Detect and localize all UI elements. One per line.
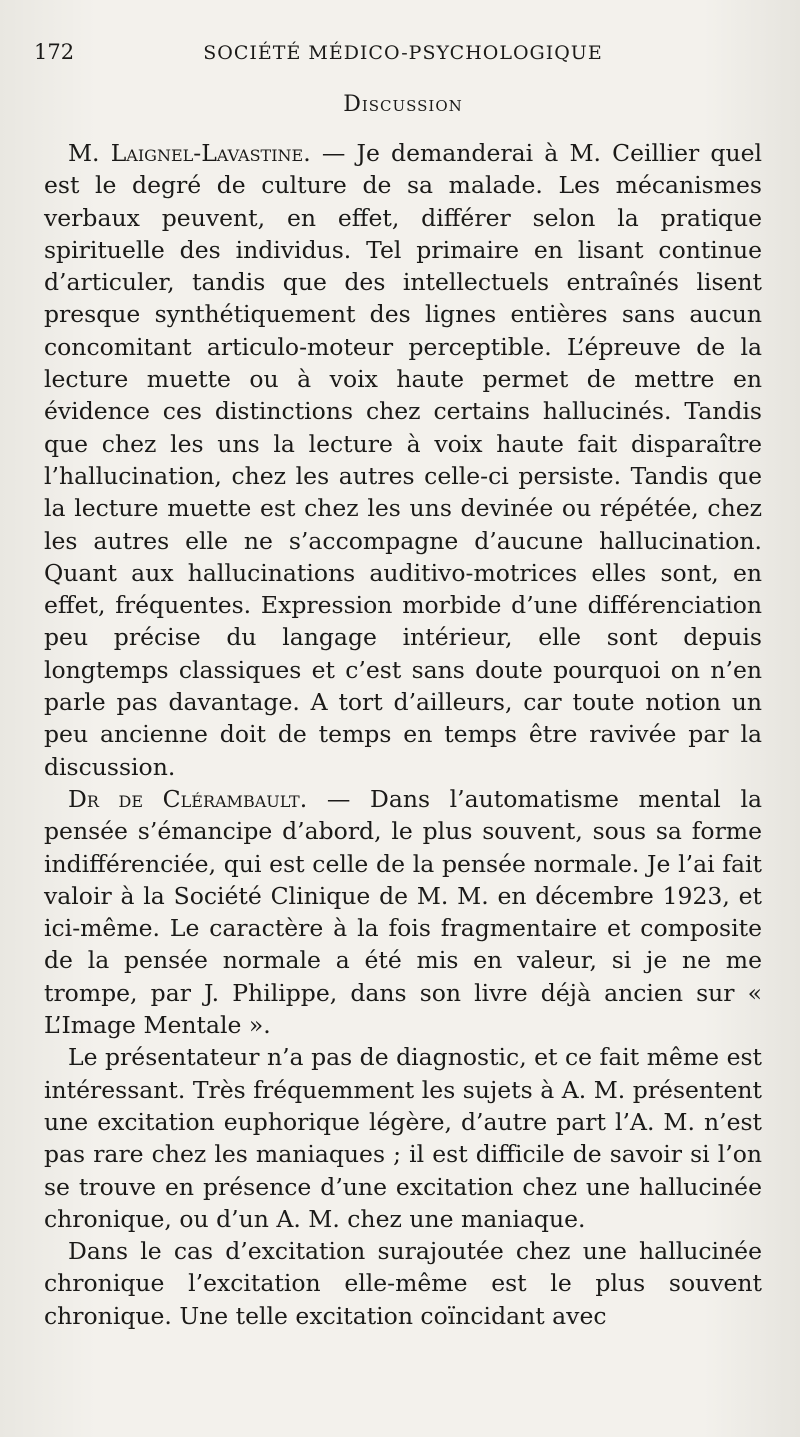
page-number: 172 [34, 40, 75, 64]
speaker-name: Dr de Clérambault. [68, 784, 308, 813]
paragraph-text: Le présentateur n’a pas de diagnostic, et ce fait même est intéressant. Très fréquemment les sujets à A. M. présentent une excitation euphorique légère, d’autre part l’A. M. n’est pas rare chez les maniaques ; il est difficile de savoir si l’on se trouve en présence d’une excitation chez une hallucinée chronique, ou d’un A. M. chez une maniaque. [44, 1043, 762, 1233]
section-heading: Discussion [343, 92, 463, 117]
paragraph-laignel-lavastine [44, 137, 762, 783]
paragraph-excitation [44, 1235, 762, 1332]
body-text [44, 137, 762, 1332]
paragraph-diagnostic [44, 1041, 762, 1235]
paragraph-text: — Dans l’automatisme mental la pensée s’émancipe d’abord, le plus souvent, sous sa forme indifférenciée, qui est celle de la pensée normale. Je l’ai fait valoir à la Société Clinique de M. M. en décembre 1923, et ici-même. Le caractère à la fois fragmentaire et composite de la pensée normale a été mis en valeur, si je ne me trompe, par J. Philippe, dans son livre déjà ancien sur « L’Image Mentale ». [44, 784, 762, 1040]
paragraph-clerambault [44, 783, 762, 1041]
speaker-name: M. Laignel-Lavastine. [68, 139, 311, 167]
paragraph-text: — Je demanderai à M. Ceillier quel est le degré de culture de sa malade. Les mécanismes verbaux peuvent, en effet, différer selon la pratique spirituelle des individus. Tel primaire en lisant continue d’articuler, tandis que des intellectuels entraînés lisent presque synthétiquement des lignes entières sans aucun concomitant articulo-moteur perceptible. L’épreuve de la lecture muette ou à voix haute permet de mettre en évidence ces distinctions chez certains hallucinés. Tandis que chez les uns la lecture à voix haute fait disparaître l’hallucination, chez les autres celle-ci persiste. Tandis que la lecture muette est chez les uns devinée ou répétée, chez les autres elle ne s’accompagne d’aucune hallucination. Quant aux hallucinations auditivo-motrices elles sont, en effet, fréquentes. Expression morbide d’une différenciation peu précise du langage intérieur, elle sont depuis longtemps classiques et c’est sans doute pourquoi on n’en parle pas davantage. A tort d’ailleurs, car toute notion un peu ancienne doit de temps en temps être ravivée par la discussion. [44, 139, 763, 781]
paragraph-text: Dans le cas d’excitation surajoutée chez une hallucinée chronique l’excitation elle-même est le plus souvent chronique. Une telle excitation coïncidant avec [44, 1237, 762, 1330]
journal-title: SOCIÉTÉ MÉDICO-PSYCHOLOGIQUE [203, 42, 603, 64]
running-head [34, 40, 762, 74]
